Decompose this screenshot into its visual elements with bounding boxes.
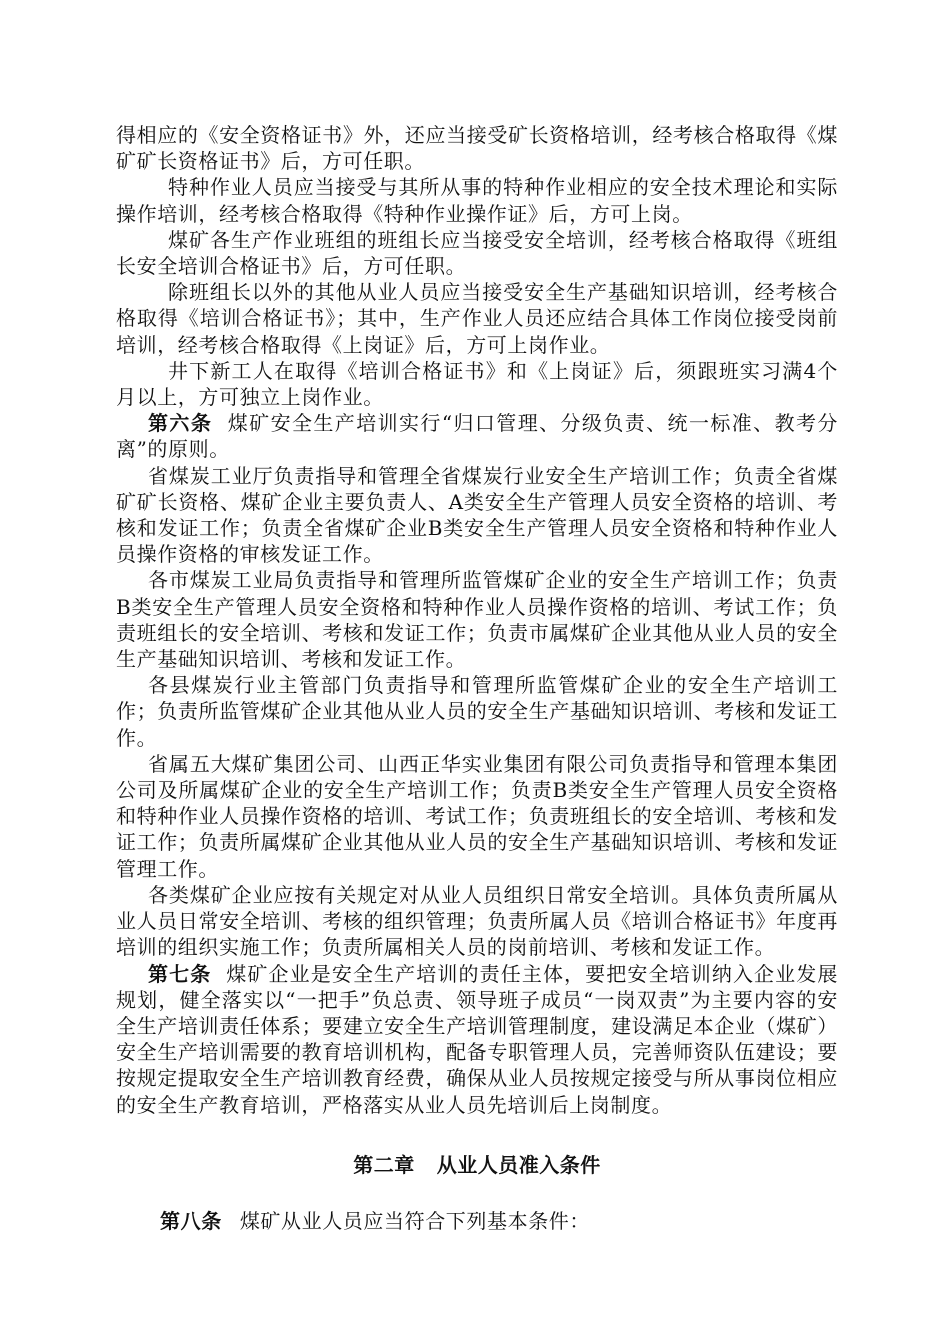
document-page xyxy=(116,122,838,1234)
paragraph-5: 井下新工人在取得《培训合格证书》和《上岗证》后，须跟班实习满4个月以上，方可独立上岗作业。 xyxy=(116,358,838,410)
chapter-number: 第二章 xyxy=(353,1152,415,1177)
article-7-paragraph xyxy=(116,961,838,1118)
chapter-title: 从业人员准入条件 xyxy=(436,1152,601,1177)
paragraph-7: 省煤炭工业厅负责指导和管理全省煤炭行业安全生产培训工作；负责全省煤矿矿长资格、煤矿企业主要负责人、A类安全生产管理人员安全资格的培训、考核和发证工作；负责全省煤矿企业B类安全生产管理人员安全资格和特种作业人员操作资格的审核发证工作。 xyxy=(116,463,838,567)
article-7-text: 煤矿企业是安全生产培训的责任主体，要把安全培训纳入企业发展规划，健全落实以“一把手”负总责、领导班子成员“一岗双责”为主要内容的安全生产培训责任体系；要建立安全生产培训管理制度，建设满足本企业（煤矿）安全生产培训需要的教育培训机构，配备专职管理人员，完善师资队伍建设；要按规定提取安全生产培训教育经费，确保从业人员按规定接受与所从事岗位相应的安全生产教育培训，严格落实从业人员先培训后上岗制度。 xyxy=(116,961,838,1117)
article-6-paragraph xyxy=(116,410,838,462)
article-7-title: 第七条 xyxy=(148,961,212,986)
paragraph-3: 煤矿各生产作业班组的班组长应当接受安全培训，经考核合格取得《班组长安全培训合格证书》后，方可任职。 xyxy=(116,227,838,279)
paragraph-10: 省属五大煤矿集团公司、山西正华实业集团有限公司负责指导和管理本集团公司及所属煤矿企业的安全生产培训工作；负责B类安全生产管理人员安全资格和特种作业人员操作资格的培训、考试工作；负责班组长的安全培训、考核和发证工作；负责所属煤矿企业其他从业人员的安全生产基础知识培训、考核和发证管理工作。 xyxy=(116,751,838,881)
paragraph-2: 特种作业人员应当接受与其所从事的特种作业相应的安全技术理论和实际操作培训，经考核合格取得《特种作业操作证》后，方可上岗。 xyxy=(116,175,838,226)
article-8-text: 煤矿从业人员应当符合下列基本条件： xyxy=(239,1208,591,1233)
article-8-paragraph xyxy=(116,1208,838,1234)
chapter-heading xyxy=(116,1152,838,1178)
article-8-title: 第八条 xyxy=(160,1208,222,1233)
paragraph-1: 得相应的《安全资格证书》外，还应当接受矿长资格培训，经考核合格取得《煤矿矿长资格证书》后，方可任职。 xyxy=(116,123,838,174)
paragraph-8: 各市煤炭工业局负责指导和管理所监管煤矿企业的安全生产培训工作；负责B类安全生产管理人员安全资格和特种作业人员操作资格的培训、考试工作；负责班组长的安全培训、考核和发证工作；负责市属煤矿企业其他从业人员的安全生产基础知识培训、考核和发证工作。 xyxy=(116,568,838,672)
article-6-title: 第六条 xyxy=(148,411,213,436)
paragraph-11: 各类煤矿企业应按有关规定对从业人员组织日常安全培训。具体负责所属从业人员日常安全培训、考核的组织管理；负责所属人员《培训合格证书》年度再培训的组织实施工作；负责所属相关人员的岗前培训、考核和发证工作。 xyxy=(116,882,838,960)
paragraph-9: 各县煤炭行业主管部门负责指导和管理所监管煤矿企业的安全生产培训工作；负责所监管煤矿企业其他从业人员的安全生产基础知识培训、考核和发证工作。 xyxy=(116,673,838,750)
paragraph-4: 除班组长以外的其他从业人员应当接受安全生产基础知识培训，经考核合格取得《培训合格证书》；其中，生产作业人员还应结合具体工作岗位接受岗前培训，经考核合格取得《上岗证》后，方可上岗作业。 xyxy=(116,280,838,357)
article-6-text: 煤矿安全生产培训实行“归口管理、分级负责、统一标准、教考分离”的原则。 xyxy=(116,411,838,462)
